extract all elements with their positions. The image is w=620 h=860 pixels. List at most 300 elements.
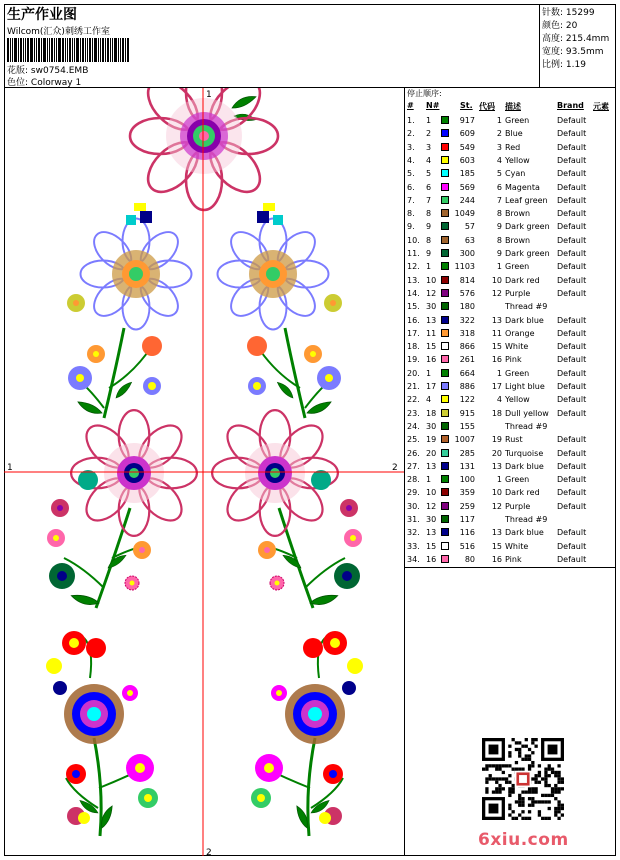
stop-needle: 8 — [426, 209, 432, 219]
stop-needle: 4 — [426, 155, 432, 165]
stop-needle: 9 — [426, 222, 432, 232]
color-swatch — [441, 316, 449, 324]
stop-description: Leaf green — [505, 195, 548, 205]
stop-code: 15 — [491, 342, 502, 352]
color-stop-row — [405, 220, 616, 233]
stop-brand: Default — [557, 475, 587, 485]
color-stop-row — [405, 260, 616, 273]
col-header-code: 代码 — [479, 102, 495, 111]
stop-code: 6 — [496, 182, 502, 192]
stop-index: 31. — [407, 515, 420, 524]
color-swatch — [441, 262, 449, 270]
stop-brand: Default — [557, 448, 587, 458]
color-swatch — [441, 409, 449, 417]
stop-code: 8 — [496, 235, 502, 245]
upper-right-spray — [217, 203, 342, 418]
bottom-left-spray — [46, 631, 158, 836]
stop-index: 8. — [407, 209, 415, 219]
stop-index: 7. — [407, 195, 415, 205]
stop-code: 8 — [496, 209, 502, 219]
stop-description: Pink — [505, 554, 522, 564]
color-swatch — [441, 289, 449, 297]
stop-stitches: 322 — [459, 315, 475, 325]
col-header-n: N# — [426, 101, 440, 110]
stop-index: 10. — [407, 235, 420, 245]
stop-description: Thread #9 — [505, 421, 548, 431]
stop-description: Brown — [505, 209, 531, 219]
stop-brand: Default — [557, 528, 587, 538]
stop-code: 16 — [491, 554, 502, 564]
top-large-flower — [130, 88, 278, 210]
col-header-element: 元素 — [593, 102, 609, 111]
stop-stitches: 63 — [464, 235, 475, 245]
design-stats — [540, 4, 616, 88]
color-swatch — [441, 329, 449, 337]
stop-brand: Default — [557, 501, 587, 511]
site-watermark: 6xiu.com — [478, 830, 569, 850]
color-swatch — [441, 369, 449, 377]
color-stop-row — [405, 526, 616, 539]
stop-code: 3 — [496, 142, 502, 152]
stop-code: 20 — [491, 448, 502, 458]
stop-sequence-title: 停止顺序: — [407, 89, 442, 98]
color-swatch — [441, 542, 449, 550]
color-stop-row — [405, 274, 616, 287]
design-label: 花版: — [7, 66, 29, 76]
stop-needle: 3 — [426, 142, 432, 152]
stop-index: 9. — [407, 222, 415, 232]
stop-code: 13 — [491, 528, 502, 538]
marker-top: 1 — [206, 90, 212, 100]
stop-needle: 10 — [426, 488, 437, 498]
stop-code: 7 — [496, 195, 502, 205]
color-swatch — [441, 169, 449, 177]
stop-brand: Default — [557, 395, 587, 405]
stop-stitches: 664 — [459, 368, 475, 378]
design-preview — [4, 88, 405, 856]
stop-brand: Default — [557, 209, 587, 219]
stop-index: 16. — [407, 315, 420, 325]
stop-description: Light blue — [505, 382, 545, 391]
stop-index: 24. — [407, 421, 420, 431]
stop-stitches: 603 — [459, 155, 475, 165]
color-stop-row — [405, 540, 616, 553]
embroidery-preview-svg — [4, 88, 405, 856]
stop-description: Dull yellow — [505, 408, 549, 418]
stop-stitches: 117 — [459, 515, 475, 524]
stop-needle: 16 — [426, 554, 437, 564]
stop-needle: 16 — [426, 355, 437, 365]
stop-code: 16 — [491, 355, 502, 365]
marker-left: 1 — [7, 463, 13, 473]
color-swatch — [441, 302, 449, 310]
stop-index: 33. — [407, 541, 420, 551]
stop-index: 18. — [407, 342, 420, 352]
stop-index: 34. — [407, 554, 420, 564]
stop-stitches: 259 — [459, 501, 475, 511]
stop-stitches: 155 — [459, 421, 475, 431]
stop-description: Thread #9 — [505, 515, 548, 524]
stop-code: 9 — [496, 249, 502, 258]
stop-code: 4 — [496, 155, 502, 165]
stop-description: Green — [505, 475, 530, 485]
stop-code: 5 — [496, 169, 502, 179]
page-title: 生产作业图 — [7, 7, 77, 23]
stop-index: 1. — [407, 116, 415, 125]
stop-brand: Default — [557, 222, 587, 232]
color-stop-row — [405, 181, 616, 194]
stop-code: 13 — [491, 315, 502, 325]
color-swatch — [441, 449, 449, 457]
stop-needle: 15 — [426, 342, 437, 352]
stop-stitches: 609 — [459, 129, 475, 139]
stop-stitches: 116 — [459, 528, 475, 538]
stop-description: Brown — [505, 235, 531, 245]
stop-stitches: 100 — [459, 475, 475, 485]
stop-description: Thread #9 — [505, 302, 548, 312]
color-swatch — [441, 555, 449, 563]
stop-needle: 9 — [426, 249, 432, 258]
color-swatch — [441, 143, 449, 151]
stop-needle: 15 — [426, 541, 437, 551]
stop-brand: Default — [557, 288, 587, 298]
stop-stitches: 285 — [459, 448, 475, 458]
stop-stitches: 80 — [464, 554, 475, 564]
color-swatch — [441, 462, 449, 470]
stop-brand: Default — [557, 275, 587, 285]
stop-needle: 13 — [426, 461, 437, 471]
stop-code: 18 — [491, 408, 502, 418]
stop-code: 1 — [496, 368, 502, 378]
colorway-label: 色位: — [7, 78, 29, 88]
color-stop-row — [405, 420, 616, 433]
color-stop-row — [405, 114, 616, 127]
stop-brand: Default — [557, 262, 587, 272]
color-swatch — [441, 515, 449, 523]
stop-needle: 19 — [426, 435, 437, 445]
stop-needle: 12 — [426, 501, 437, 511]
color-swatch — [441, 355, 449, 363]
stop-description: Blue — [505, 129, 523, 139]
stop-sequence-panel — [405, 88, 616, 568]
stop-brand: Default — [557, 182, 587, 192]
stop-description: Orange — [505, 328, 535, 338]
stat-colors: 颜色: 20 — [542, 21, 578, 31]
color-stop-row — [405, 500, 616, 513]
barcode — [7, 38, 135, 62]
color-stop-row — [405, 314, 616, 327]
stop-brand: Default — [557, 195, 587, 205]
stop-description: Yellow — [505, 155, 530, 165]
color-stop-row — [405, 154, 616, 167]
stop-brand: Default — [557, 461, 587, 471]
stop-stitches: 261 — [459, 355, 475, 365]
stop-stitches: 915 — [459, 408, 475, 418]
stat-height: 高度: 215.4mm — [542, 34, 610, 44]
stop-index: 11. — [407, 249, 420, 258]
stop-needle: 18 — [426, 408, 437, 418]
stop-description: Dark red — [505, 488, 540, 498]
stat-width: 宽度: 93.5mm — [542, 47, 604, 57]
color-stop-row — [405, 234, 616, 247]
col-header-idx: # — [407, 101, 414, 110]
stop-brand: Default — [557, 116, 587, 125]
stop-index: 14. — [407, 288, 420, 298]
stop-brand: Default — [557, 155, 587, 165]
stop-stitches: 886 — [459, 382, 475, 391]
upper-left-spray — [67, 203, 192, 418]
color-stop-row — [405, 407, 616, 420]
stop-index: 22. — [407, 395, 420, 405]
stop-index: 20. — [407, 368, 420, 378]
stop-description: Magenta — [505, 182, 540, 192]
color-swatch — [441, 488, 449, 496]
color-stop-row — [405, 460, 616, 473]
stop-index: 23. — [407, 408, 420, 418]
stop-brand: Default — [557, 368, 587, 378]
color-stop-row — [405, 327, 616, 340]
stop-needle: 17 — [426, 382, 437, 391]
stop-description: Dark green — [505, 249, 550, 258]
stop-code: 1 — [496, 262, 502, 272]
stop-description: Rust — [505, 435, 523, 445]
stop-index: 13. — [407, 275, 420, 285]
stop-code: 1 — [496, 475, 502, 485]
color-stop-row — [405, 194, 616, 207]
company-name: Wilcom(汇众)刺绣工作室 — [7, 27, 110, 37]
color-stop-row — [405, 141, 616, 154]
color-swatch — [441, 116, 449, 124]
colorway-line — [7, 75, 81, 88]
stop-brand: Default — [557, 169, 587, 179]
color-swatch — [441, 249, 449, 257]
color-stop-row — [405, 433, 616, 446]
stop-brand: Default — [557, 435, 587, 445]
stop-index: 5. — [407, 169, 415, 179]
stop-index: 15. — [407, 302, 420, 312]
stop-index: 6. — [407, 182, 415, 192]
stop-code: 10 — [491, 275, 502, 285]
stop-code: 1 — [496, 116, 502, 125]
stop-stitches: 1049 — [454, 209, 475, 219]
stop-stitches: 131 — [459, 461, 475, 471]
stop-needle: 6 — [426, 182, 432, 192]
color-stop-row — [405, 393, 616, 406]
stop-brand: Default — [557, 355, 587, 365]
stop-needle: 2 — [426, 129, 432, 139]
stop-code: 15 — [491, 541, 502, 551]
stop-brand: Default — [557, 382, 587, 391]
stop-description: Dark red — [505, 275, 540, 285]
stop-stitches: 1103 — [454, 262, 475, 272]
stop-index: 4. — [407, 155, 415, 165]
col-header-desc: 描述 — [505, 102, 521, 111]
stop-brand: Default — [557, 235, 587, 245]
color-swatch — [441, 435, 449, 443]
stop-needle: 10 — [426, 275, 437, 285]
color-stop-row — [405, 486, 616, 499]
stop-index: 28. — [407, 475, 420, 485]
bottom-right-spray — [251, 631, 363, 836]
stop-needle: 5 — [426, 169, 432, 179]
stop-index: 3. — [407, 142, 415, 152]
color-swatch — [441, 395, 449, 403]
color-stop-row — [405, 300, 616, 313]
stop-description: Green — [505, 262, 530, 272]
color-swatch — [441, 528, 449, 536]
stop-stitches: 1007 — [454, 435, 475, 445]
stop-brand: Default — [557, 554, 587, 564]
stop-description: Purple — [505, 501, 531, 511]
stop-description: Turquoise — [505, 448, 544, 458]
stop-needle: 4 — [426, 395, 432, 405]
stop-stitches: 185 — [459, 169, 475, 179]
color-stop-row — [405, 353, 616, 366]
stop-stitches: 814 — [459, 275, 475, 285]
stop-code: 17 — [491, 382, 502, 391]
stop-needle: 8 — [426, 235, 432, 245]
stop-brand: Default — [557, 249, 587, 258]
stop-index: 32. — [407, 528, 420, 538]
stop-index: 12. — [407, 262, 420, 272]
color-stop-row — [405, 380, 616, 393]
stop-index: 30. — [407, 501, 420, 511]
color-stop-row — [405, 447, 616, 460]
stop-description: Yellow — [505, 395, 530, 405]
color-swatch — [441, 276, 449, 284]
color-swatch — [441, 196, 449, 204]
stop-needle: 1 — [426, 116, 432, 125]
stop-brand: Default — [557, 129, 587, 139]
stat-scale: 比例: 1.19 — [542, 60, 586, 70]
stop-index: 29. — [407, 488, 420, 498]
colorway-value: Colorway 1 — [30, 78, 82, 88]
stop-index: 26. — [407, 448, 420, 458]
stop-description: Dark blue — [505, 528, 544, 538]
stop-index: 27. — [407, 461, 420, 471]
color-swatch — [441, 502, 449, 510]
stop-needle: 7 — [426, 195, 432, 205]
stop-needle: 1 — [426, 475, 432, 485]
color-swatch — [441, 183, 449, 191]
color-swatch — [441, 422, 449, 430]
stop-code: 13 — [491, 461, 502, 471]
color-swatch — [441, 382, 449, 390]
color-stop-row — [405, 247, 616, 260]
stop-code: 2 — [496, 129, 502, 139]
color-stop-row — [405, 367, 616, 380]
stop-description: Dark blue — [505, 315, 544, 325]
middle-right-spray — [212, 410, 362, 608]
stop-stitches: 917 — [459, 116, 475, 125]
stop-description: Green — [505, 368, 530, 378]
stop-index: 17. — [407, 328, 420, 338]
stop-stitches: 576 — [459, 288, 475, 298]
stop-index: 25. — [407, 435, 420, 445]
stop-description: Dark green — [505, 222, 550, 232]
stop-code: 12 — [491, 501, 502, 511]
color-swatch — [441, 475, 449, 483]
middle-left-spray — [47, 410, 197, 608]
stop-needle: 30 — [426, 515, 437, 524]
stop-needle: 30 — [426, 421, 437, 431]
stop-brand: Default — [557, 408, 587, 418]
stop-code: 4 — [496, 395, 502, 405]
design-value: sw0754.EMB — [30, 66, 89, 76]
col-header-st: St. — [460, 101, 473, 110]
stop-brand: Default — [557, 315, 587, 325]
stop-description: Dark blue — [505, 461, 544, 471]
stop-code: 9 — [496, 222, 502, 232]
stop-brand: Default — [557, 142, 587, 152]
color-stop-row — [405, 513, 616, 526]
stop-stitches: 569 — [459, 182, 475, 192]
stat-stitches: 针数: 15299 — [542, 8, 595, 18]
color-swatch — [441, 342, 449, 350]
col-header-brand: Brand — [557, 101, 584, 110]
stop-stitches: 516 — [459, 541, 475, 551]
stop-code: 10 — [491, 488, 502, 498]
color-swatch — [441, 156, 449, 164]
stop-stitches: 300 — [459, 249, 475, 258]
color-stop-row — [405, 287, 616, 300]
header-block — [4, 4, 540, 88]
stop-code: 12 — [491, 288, 502, 298]
stop-description: Purple — [505, 288, 531, 298]
stop-stitches: 244 — [459, 195, 475, 205]
stop-description: Pink — [505, 355, 522, 365]
color-swatch — [441, 236, 449, 244]
color-stop-row — [405, 340, 616, 353]
color-stop-row — [405, 473, 616, 486]
stop-stitches: 180 — [459, 302, 475, 312]
color-swatch — [441, 129, 449, 137]
stop-description: Red — [505, 142, 521, 152]
stop-brand: Default — [557, 541, 587, 551]
color-stop-row — [405, 553, 616, 566]
color-swatch — [441, 222, 449, 230]
stop-stitches: 866 — [459, 342, 475, 352]
stop-needle: 13 — [426, 315, 437, 325]
stop-index: 21. — [407, 382, 420, 391]
color-stop-row — [405, 207, 616, 220]
stop-needle: 30 — [426, 302, 437, 312]
stop-needle: 11 — [426, 328, 437, 338]
stop-index: 19. — [407, 355, 420, 365]
stop-needle: 20 — [426, 448, 437, 458]
stop-stitches: 549 — [459, 142, 475, 152]
stop-index: 2. — [407, 129, 415, 139]
marker-bottom: 2 — [206, 848, 212, 856]
stop-description: Cyan — [505, 169, 526, 179]
stop-description: White — [505, 342, 529, 352]
stop-brand: Default — [557, 342, 587, 352]
stop-stitches: 359 — [459, 488, 475, 498]
stop-stitches: 57 — [464, 222, 475, 232]
stop-brand: Default — [557, 488, 587, 498]
stop-stitches: 122 — [459, 395, 475, 405]
stop-code: 19 — [491, 435, 502, 445]
stop-needle: 1 — [426, 262, 432, 272]
stop-code: 11 — [491, 328, 502, 338]
stop-needle: 12 — [426, 288, 437, 298]
stop-needle: 1 — [426, 368, 432, 378]
stop-description: Green — [505, 116, 530, 125]
color-stop-row — [405, 127, 616, 140]
color-stop-row — [405, 167, 616, 180]
stop-stitches: 318 — [459, 328, 475, 338]
stop-description: White — [505, 541, 529, 551]
